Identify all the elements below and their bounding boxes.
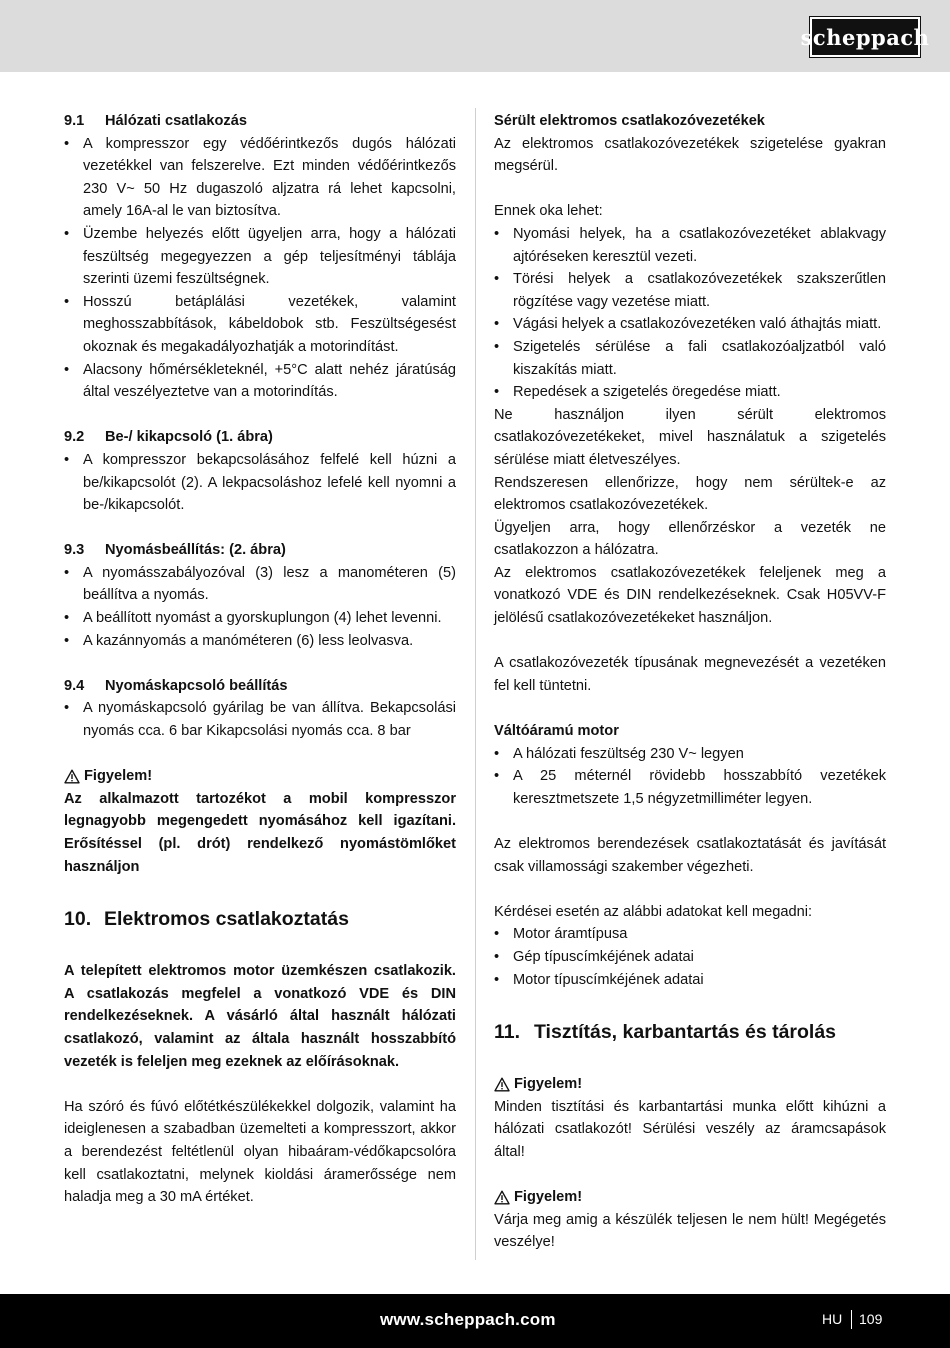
section-title: Be-/ kikapcsoló (1. ábra) <box>105 429 273 446</box>
paragraph: Rendszeresen ellenőrizze, hogy nem sérültek-e az elektromos csatlakozóvezetékek. <box>494 474 886 514</box>
damaged-cables-heading: Sérült elektromos csatlakozóvezetékek <box>494 113 765 129</box>
warning-label: Figyelem! <box>84 768 153 785</box>
warning-label: Figyelem! <box>514 1076 583 1093</box>
section-number: 9.1 <box>64 113 85 129</box>
section-title: Hálózati csatlakozás <box>105 113 247 129</box>
section-10-intro: A telepített elektromos motor üzemkészen csatlakozik. A csatlakozás megfelel a vonatkozó VDE és DIN rendelkezéseknek. A vásárló által használt hálózati csatlakozó, valamint az általa használt hosszabbító vezeték is feleljen meg ezeknek az előírásoknak. <box>64 963 456 1070</box>
footer-bar <box>0 1294 950 1348</box>
brand-logo <box>800 17 930 57</box>
footer-separator <box>851 1310 852 1329</box>
section-9-4-list <box>64 697 456 742</box>
list-item: • A nyomáskapcsoló gyárilag be van állítva. Bekapcsolási nyomás cca. 6 bar Kikapcsolási nyomás cca. 8 bar <box>64 697 456 742</box>
paragraph: Az elektromos berendezések csatlakoztatását és javítását csak villamossági szakember végezheti. <box>494 836 886 875</box>
section-11-heading <box>494 1017 886 1047</box>
ac-motor-heading: Váltóáramú motor <box>494 723 619 740</box>
warning-text: Az alkalmazott tartozékot a mobil kompresszor legnagyobb megengedett nyomásához kell igazítani. Erősítéssel (pl. drót) rendelkező nyomástömlőket használjon <box>64 790 456 875</box>
list-item: • Törési helyek a csatlakozóvezetékek szakszerűtlen rögzítése vagy vezetése miatt. <box>494 268 886 313</box>
warning-icon <box>494 1190 510 1205</box>
section-10-paragraph: Ha szóró és fúvó előtétkészülékekkel dolgozik, valamint ha ideiglenesen a szabadban üzemelteti a kompresszort, akkor a berendezést feltétlenül olyan hibaáram-védőkapcsolóra kell csatlakoztatni, melynek kioldási áramerőssége nem haladja meg a 30 mA értéket. <box>64 1098 456 1206</box>
ac-motor-list <box>494 743 886 811</box>
list-item: • Alacsony hőmérsékleteknél, +5°C alatt nehéz járatúság által veszélyeztetve van a motorindítás. <box>64 359 456 404</box>
list-item: • Szigetelés sérülése a fali csatlakozóaljzatból való kiszakítás miatt. <box>494 336 886 381</box>
section-9-3-list <box>64 562 456 652</box>
paragraph: Kérdései esetén az alábbi adatokat kell megadni: <box>494 903 813 920</box>
list-item: • A kompresszor egy védőérintkezős dugós hálózati vezetékkel van felszerelve. Ezt minden védőérintkezős 230 V~ 50 Hz dugaszoló aljzatra rá lehet kapcsolni, amely 16A-al le van biztosítva. <box>64 133 456 223</box>
warning-icon <box>494 1077 510 1092</box>
section-number: 9.2 <box>64 429 85 446</box>
section-9-3-heading <box>64 539 456 562</box>
section-title: Elektromos csatlakoztatás <box>104 908 349 931</box>
section-9-2-list <box>64 449 456 517</box>
paragraph: Várja meg amig a készülék teljesen le nem hült! Megégetés veszélye! <box>494 1211 886 1251</box>
section-number: 10. <box>64 908 92 931</box>
section-9-4-heading <box>64 675 456 698</box>
list-item: • Hosszú betáplálási vezetékek, valamint meghosszabbítások, kábeldobok stb. Feszültségesést okoznak és megakadályozhatják a motorindítást. <box>64 291 456 359</box>
language-code: HU <box>822 1311 843 1327</box>
paragraph: Ennek oka lehet: <box>494 203 603 220</box>
list-item: • A nyomásszabályozóval (3) lesz a manométeren (5) beállítva a nyomás. <box>64 562 456 607</box>
list-item: • Repedések a szigetelés öregedése miatt. <box>494 381 886 404</box>
list-item: • A kazánnyomás a manóméteren (6) less leolvasva. <box>64 630 456 653</box>
damage-causes-list <box>494 223 886 404</box>
list-item: • Nyomási helyek, ha a csatlakozóvezetéket ablakvagy ajtóréseken keresztül vezeti. <box>494 223 886 268</box>
warning-heading <box>494 1186 886 1209</box>
section-9-1-heading <box>64 110 456 133</box>
paragraph: Ne használjon ilyen sérült elektromos csatlakozóvezetékeket, mivel használatuk a szigetelés sérülése miatt életveszélyes. <box>494 406 886 468</box>
list-item: • Motor áramtípusa <box>494 923 886 946</box>
section-9-1-list <box>64 133 456 404</box>
section-title: Tisztítás, karbantartás és tárolás <box>534 1021 837 1044</box>
paragraph: Ügyeljen arra, hogy ellenőrzéskor a vezeték ne csatlakozzon a hálózatra. <box>494 519 886 559</box>
list-item: • Üzembe helyezés előtt ügyeljen arra, hogy a hálózati feszültség megegyezzen a gép teljesítményi táblája szerinti üzemi feszültségnek. <box>64 223 456 291</box>
page-number: 109 <box>859 1311 883 1327</box>
section-number: 11. <box>494 1021 521 1044</box>
warning-heading <box>494 1073 886 1096</box>
section-number: 9.3 <box>64 542 85 559</box>
paragraph: A csatlakozóvezeték típusának megnevezését a vezetéken fel kell tüntetni. <box>494 655 886 694</box>
warning-label: Figyelem! <box>514 1189 583 1206</box>
warning-icon <box>64 769 80 784</box>
left-column <box>64 110 456 1209</box>
list-item: • Vágási helyek a csatlakozóvezetéken való áthajtás miatt. <box>494 313 886 336</box>
required-data-list <box>494 923 886 991</box>
paragraph: Minden tisztítási és karbantartási munka előtt kihúzni a hálózati csatlakozót! Sérülési veszély az áramcsapások által! <box>494 1098 886 1160</box>
paragraph: Az elektromos csatlakozóvezetékek szigetelése gyakran megsérül. <box>494 135 886 175</box>
section-9-2-heading <box>64 426 456 449</box>
right-column <box>494 110 886 1254</box>
brand-logo-text: scheppach <box>800 24 930 50</box>
column-divider <box>475 108 476 1260</box>
section-title: Nyomásbeállítás: (2. ábra) <box>105 542 286 559</box>
list-item: • Gép típuscímkéjének adatai <box>494 946 886 969</box>
section-10-heading <box>64 904 456 934</box>
list-item: • A hálózati feszültség 230 V~ legyen <box>494 743 886 766</box>
section-number: 9.4 <box>64 677 85 694</box>
list-item: • A 25 méternél rövidebb hosszabbító vezetékek keresztmetszete 1,5 négyzetmilliméter legyen. <box>494 765 886 810</box>
section-title: Nyomáskapcsoló beállítás <box>105 677 288 694</box>
list-item: • Motor típuscímkéjének adatai <box>494 969 886 992</box>
website-link[interactable]: www.scheppach.com <box>380 1310 556 1329</box>
list-item: • A kompresszor bekapcsolásához felfelé kell húzni a be/kikapcsolót (2). A lekpacsoláshoz lefelé kell nyomni a be-/kikapcsolót. <box>64 449 456 517</box>
warning-heading <box>64 765 456 788</box>
paragraph: Az elektromos csatlakozóvezetékek feleljenek meg a vonatkozó VDE és DIN rendelkezéseknek. Csak H05VV-F jelölésű csatlakozóvezetékeket használjon. <box>494 564 886 627</box>
list-item: • A beállított nyomást a gyorskuplungon (4) lehet levenni. <box>64 607 456 630</box>
